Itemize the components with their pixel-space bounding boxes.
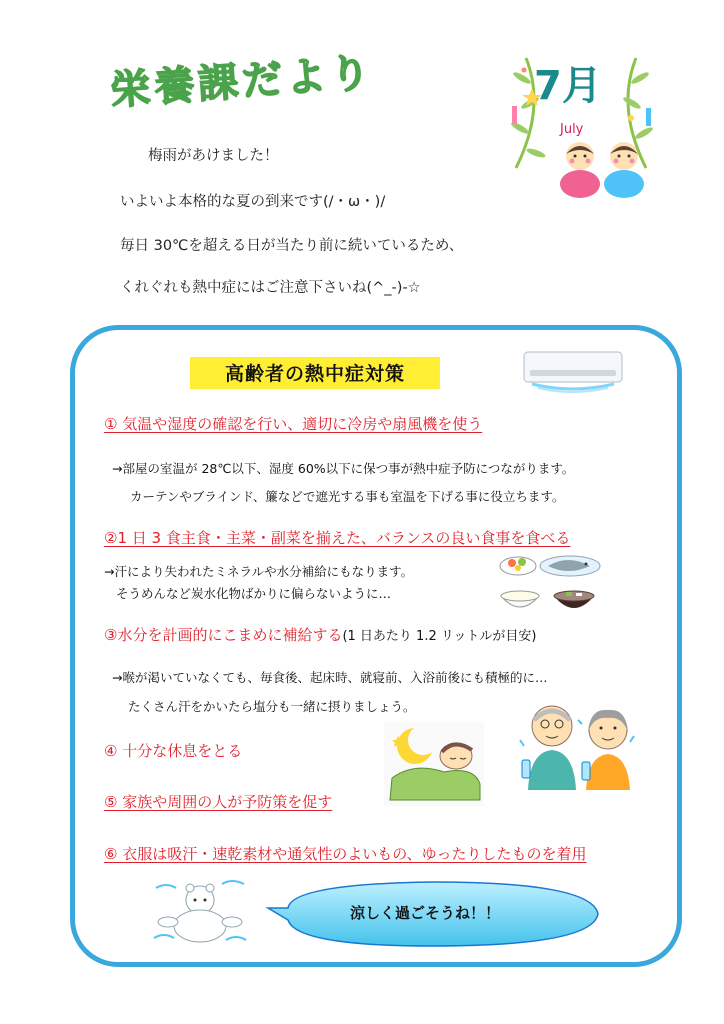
point-3-line-2: たくさん汗をかいたら塩分も一緒に摂りましょう。 bbox=[128, 699, 416, 714]
point-4-title: ④ 十分な休息をとる bbox=[104, 742, 243, 760]
air-conditioner-icon bbox=[522, 348, 624, 396]
intro-line-3: 毎日 30℃を超える日が当たり前に続いているため、 bbox=[120, 238, 464, 254]
point-1-line-1: →部屋の室温が 28℃以下、湿度 60%以下に保つ事が熱中症予防につながります。 bbox=[112, 461, 575, 476]
point-1-line-2: カーテンやブラインド、簾などで遮光する事も室温を下げる事に役立ちます。 bbox=[130, 489, 565, 504]
point-2-title: ②1 日 3 食主食・主菜・副菜を揃えた、バランスの良い食事を食べる bbox=[104, 529, 571, 547]
section-heading bbox=[190, 357, 440, 389]
intro-line-2: いよいよ本格的な夏の到来です(/・ω・)/ bbox=[120, 194, 386, 210]
sleeping-person-icon bbox=[384, 722, 484, 806]
point-1-title: ① 気温や湿度の確認を行い、適切に冷房や扇風機を使う bbox=[104, 415, 483, 433]
newsletter-title: 栄養課だより bbox=[108, 49, 376, 115]
point-3-note: (1 日あたり 1.2 リットルが目安) bbox=[342, 629, 537, 644]
orihime-hikoboshi-icon bbox=[554, 140, 650, 198]
point-5-title: ⑤ 家族や周囲の人が予防策を促す bbox=[104, 793, 333, 811]
point-3-title: ③水分を計画的にこまめに補給する bbox=[104, 626, 343, 644]
badge-month: 7月 bbox=[534, 63, 602, 109]
intro-line-1: 梅雨があけました！ bbox=[148, 148, 279, 164]
point-6-title: ⑥ 衣服は吸汗・速乾素材や通気性のよいもの、ゆったりしたものを着用 bbox=[104, 845, 587, 863]
cool-bear-icon bbox=[152, 878, 248, 950]
point-3-line-1: →喉が渇いていなくても、毎食後、起床時、就寝前、入浴前後にも積極的に… bbox=[112, 670, 548, 685]
july-badge bbox=[506, 48, 656, 198]
section-heading-text: 高齢者の熱中症対策 bbox=[224, 363, 405, 385]
intro-line-4: くれぐれも熱中症にはご注意下さいね(^_-)-☆ bbox=[120, 280, 421, 296]
balanced-meal-icon bbox=[496, 552, 604, 622]
badge-month-en: July bbox=[560, 122, 584, 137]
point-3 bbox=[104, 624, 536, 645]
point-2-line-2: そうめんなど炭水化物ばかりに偏らないように… bbox=[116, 586, 392, 601]
closing-message: 涼しく過ごそうね！！ bbox=[350, 904, 501, 922]
point-2-line-1: →汗により失われたミネラルや水分補給にもなります。 bbox=[104, 564, 414, 579]
elderly-drinking-water-icon bbox=[516, 700, 640, 790]
